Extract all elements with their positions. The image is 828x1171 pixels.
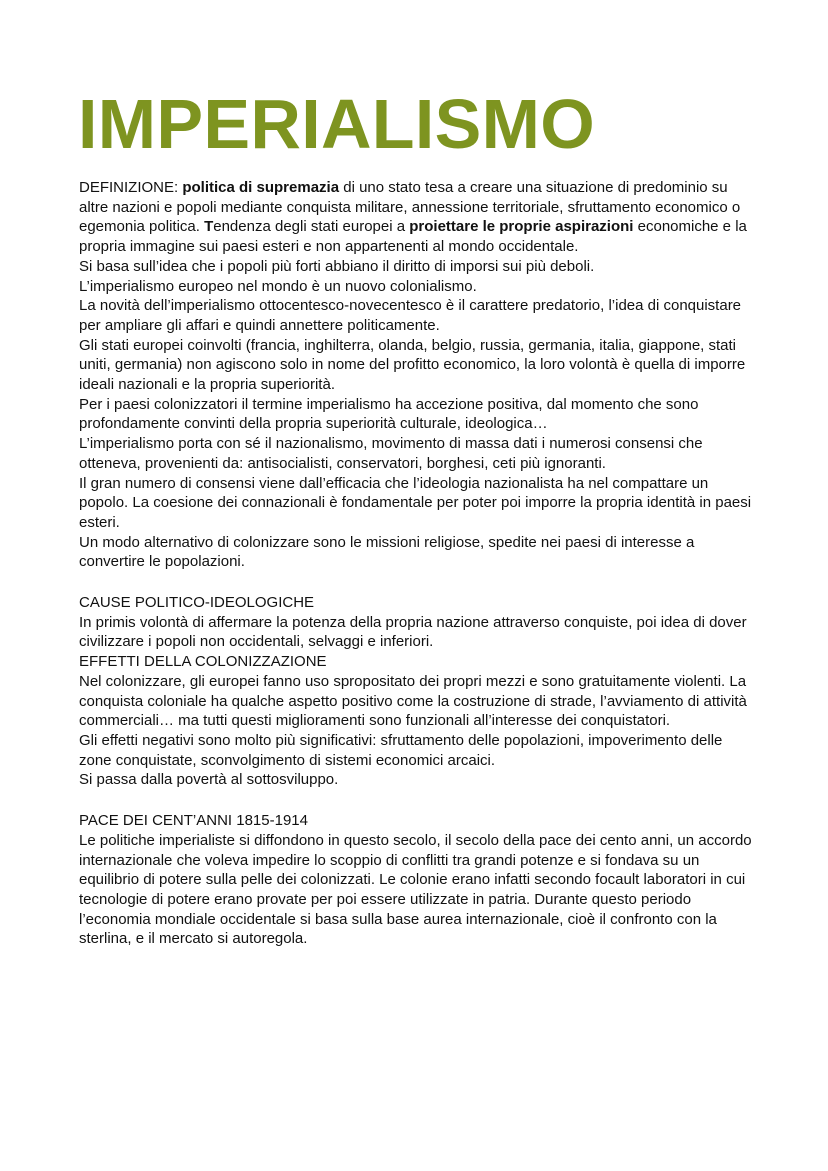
section-spacer (79, 572, 759, 593)
definition-bold-t: T (204, 218, 214, 236)
paragraph: Il gran numero di consensi viene dall’efficacia che l’ideologia nazionalista ha nel compattare un popolo. La coesione dei connazionali è fondamentale per poter poi imporre la propria identità in paesi esteri. (79, 474, 752, 531)
paragraph: La novità dell’imperialismo ottocentesco-novecentesco è il carattere predatorio, l’idea di conquistare per ampliare gli affari e quindi annettere politicamente. (79, 297, 742, 334)
pace-paragraph: Le politiche imperialiste si diffondono in questo secolo, il secolo della pace dei cento anni, un accordo internazionale che voleva impedire lo scoppio di conflitti tra grandi potenze e si fondava su un equilibrio di potere sulla pelle dei colonizzati. Le colonie erano infatti secondo focault laboratori in cui tecnologie di potere erano provate per poi essere utilizzate in patria. Durante questo periodo l’economia mondiale occidentale si basa sulla base aurea internazionale, cioè il confronto con la sterlina, e il mercato si autoregola. (79, 831, 752, 948)
cause-paragraph: In primis volontà di affermare la potenza della propria nazione attraverso conquiste, poi idea di dover civilizzare i popoli non occidentali, selvaggi e inferiori. (79, 613, 747, 651)
definition-bold-aspirazioni: proiettare le proprie aspirazioni (409, 218, 634, 236)
definition-text-1: di uno stato tesa a creare una situazione di predominio su altre nazioni e popoli mediante conquista militare, annessione territoriale, sfruttamento economico o egemonia politica. (79, 179, 741, 236)
section-heading-effetti: EFFETTI DELLA COLONIZZAZIONE (79, 653, 327, 671)
paragraph: Per i paesi colonizzatori il termine imperialismo ha accezione positiva, dal momento che sono profondamente convinti della propria superiorità culturale, ideologica… (79, 395, 699, 433)
definition-label: DEFINIZIONE: (79, 179, 183, 196)
section-spacer (79, 790, 759, 811)
paragraph: L’imperialismo porta con sé il nazionalismo, movimento di massa dati i numerosi consensi che otteneva, provenienti da: antisocialisti, conservatori, borghesi, ceti più ignoranti. (79, 435, 703, 472)
definition-bold-suprema: politica di supremazia (182, 179, 340, 196)
definition-paragraph (79, 178, 759, 257)
effetti-paragraph-1: Nel colonizzare, gli europei fanno uso spropositato dei propri mezzi e sono gratuitamente violenti. La conquista coloniale ha qualche aspetto positivo come la costruzione di strade, l’avviamento di attività commerciali… ma tutti questi miglioramenti sono funzionali all’interesse dei conquistatori. (79, 672, 747, 730)
effetti-paragraph-2: Gli effetti negativi sono molto più significativi: sfruttamento delle popolazioni, impoverimento delle zone conquistate, sconvolgimento di sistemi economici arcaici. (79, 731, 723, 769)
definition-text-2: endenza degli stati europei a (213, 218, 410, 236)
paragraph: Gli stati europei coinvolti (francia, inghilterra, olanda, belgio, russia, germania, italia, giappone, stati uniti, germania) non agiscono solo in nome del profitto economico, la loro volontà è quella di imporre ideali nazionali e la propria superiorità. (79, 336, 746, 394)
paragraph: Si basa sull’idea che i popoli più forti abbiano il diritto di imporsi sui più deboli. (79, 257, 595, 275)
section-heading-pace: PACE DEI CENT’ANNI 1815-1914 (79, 812, 308, 830)
paragraph: Un modo alternativo di colonizzare sono le missioni religiose, spedite nei paesi di interesse a convertire le popolazioni. (79, 533, 695, 571)
section-heading-cause: CAUSE POLITICO-IDEOLOGICHE (79, 594, 315, 612)
definition-text-3: economiche e la propria immagine sui paesi esteri e non appartenenti al mondo occidentale. (79, 218, 747, 256)
document-body (79, 178, 759, 949)
paragraph: L’imperialismo europeo nel mondo è un nuovo colonialismo. (79, 277, 477, 295)
page-title: IMPERIALISMO (78, 85, 595, 163)
effetti-paragraph-3: Si passa dalla povertà al sottosviluppo. (79, 771, 339, 789)
